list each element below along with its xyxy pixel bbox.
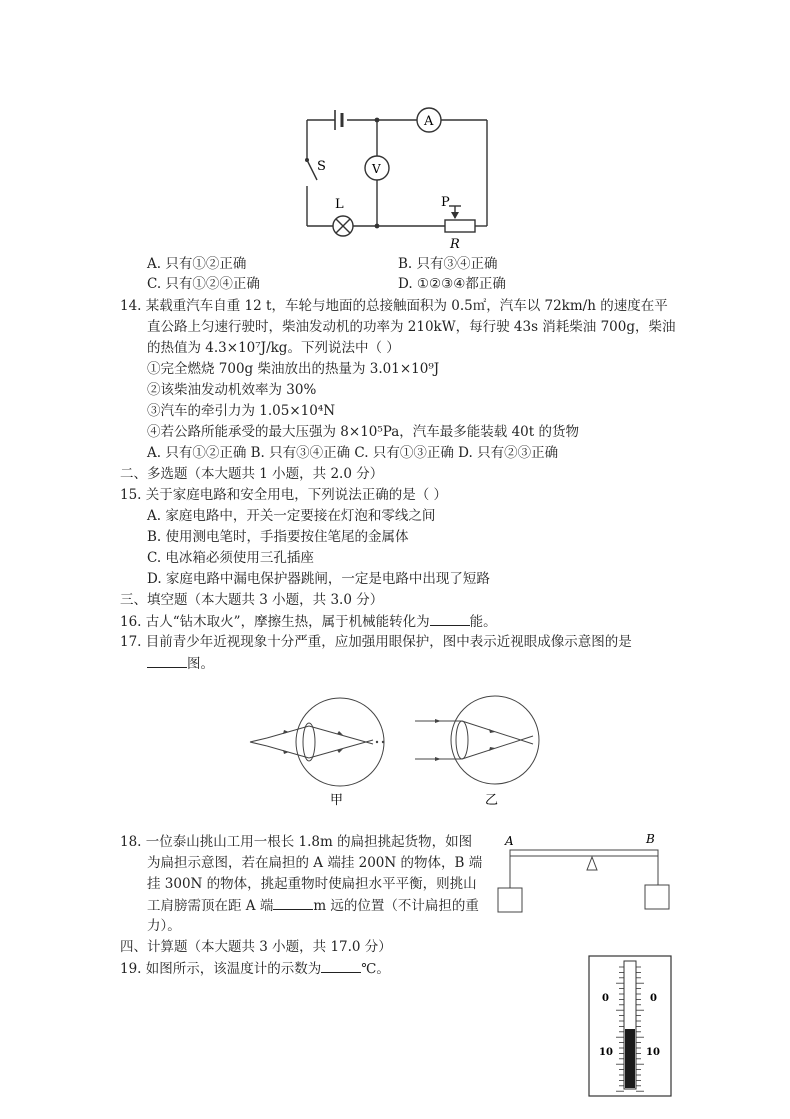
q13-option-d: D. ①②③④都正确 [398, 276, 506, 292]
q18-line3: 挂 300N 的物体，挑起重物时使扁担水平平衡，则挑山 [147, 876, 477, 892]
q13-option-b: B. 只有③④正确 [398, 256, 498, 272]
q14-line3: 的热值为 4.3×10⁷J/kg。下列说法中（ ） [147, 340, 400, 356]
q17-line1: 17. 目前青少年近视现象十分严重，应加强用眼保护，图中表示近视眼成像示意图的是 [120, 634, 632, 650]
pole-end-a-label: A [505, 834, 514, 848]
q15-option-c: C. 电冰箱必须使用三孔插座 [147, 550, 314, 566]
q18-line1: 18. 一位泰山挑山工用一根长 1.8m 的扁担挑起货物，如图 [120, 834, 473, 850]
q15-option-a: A. 家庭电路中，开关一定要接在灯泡和零线之间 [147, 508, 436, 524]
ammeter-label: A [424, 114, 434, 129]
q19-text: 19. 如图所示，该温度计的示数为 [120, 961, 322, 977]
q13-option-c: C. 只有①②④正确 [147, 276, 260, 292]
q16-text: 16. 古人“钻木取火”，摩擦生热，属于机械能转化为 [120, 614, 430, 630]
q14-statement-3: ③汽车的牵引力为 1.05×10⁴N [147, 403, 336, 419]
q19-suffix: ℃。 [361, 961, 390, 977]
tick-label-0-left: 0 [602, 993, 609, 1004]
q18-line5: 力）。 [147, 918, 181, 934]
q17-answer-blank[interactable] [147, 653, 187, 668]
q14-statement-1: ①完全燃烧 700g 柴油放出的热量为 3.01×10⁹J [147, 361, 440, 377]
q16-suffix: 能。 [469, 614, 497, 630]
pole-end-b-label: B [646, 832, 655, 846]
q17-line2 [147, 653, 214, 674]
thermometer [588, 955, 672, 1097]
q19 [120, 958, 390, 979]
q13-option-a: A. 只有①②正确 [147, 256, 247, 272]
switch-label: S [317, 159, 326, 174]
eye-label-jia: 甲 [330, 793, 344, 808]
q18-answer-blank[interactable] [273, 895, 313, 910]
section-title-calculation: 四、计算题（本大题共 3 小题，共 17.0 分） [120, 939, 392, 955]
q18-line4 [147, 895, 479, 916]
q18-line4-text: 工肩膀需顶在距 A 端 [147, 898, 274, 914]
shoulder-pole-diagram [496, 830, 676, 920]
tick-label-10-left: 10 [599, 1047, 613, 1058]
q14-line2: 直公路上匀速行驶时，柴油发动机的功率为 210kW，每行驶 43s 消耗柴油 700g，柴油 [147, 319, 676, 335]
rheostat-label: R [450, 237, 460, 248]
q14-options: A. 只有①②正确 B. 只有③④正确 C. 只有①③正确 D. 只有②③正确 [147, 445, 559, 461]
q14-statement-4: ④若公路所能承受的最大压强为 8×10⁵Pa，汽车最多能装载 40t 的货物 [147, 424, 579, 440]
tick-label-10-right: 10 [646, 1047, 660, 1058]
q16-answer-blank[interactable] [430, 611, 470, 626]
q14-line1: 14. 某载重汽车自重 12 t，车轮与地面的总接触面积为 0.5㎡，汽车以 72km/h 的速度在平 [120, 298, 668, 314]
q19-answer-blank[interactable] [321, 958, 361, 973]
section-title-multi-choice: 二、多选题（本大题共 1 小题，共 2.0 分） [120, 466, 384, 482]
q15-stem: 15. 关于家庭电路和安全用电，下列说法正确的是（ ） [120, 487, 448, 503]
q16 [120, 611, 497, 632]
q17-suffix: 图。 [187, 656, 214, 672]
lamp-label: L [335, 197, 344, 212]
q14-statement-2: ②该柴油发动机效率为 30% [147, 382, 317, 398]
q15-option-b: B. 使用测电笔时，手指要按住笔尾的金属体 [147, 529, 409, 545]
tick-label-0-right: 0 [650, 993, 657, 1004]
voltmeter-label: V [372, 162, 381, 176]
q18-line2: 为扁担示意图，若在扁担的 A 端挂 200N 的物体，B 端 [147, 855, 483, 871]
eye-label-yi: 乙 [485, 793, 499, 808]
section-title-fill-blank: 三、填空题（本大题共 3 小题，共 3.0 分） [120, 592, 384, 608]
eye-diagrams [245, 690, 555, 812]
circuit-diagram [295, 98, 500, 248]
q18-line4-suffix: m 远的位置（不计扁担的重 [313, 898, 479, 914]
slider-label: P [441, 195, 450, 210]
q15-option-d: D. 家庭电路中漏电保护器跳闸，一定是电路中出现了短路 [147, 571, 490, 587]
